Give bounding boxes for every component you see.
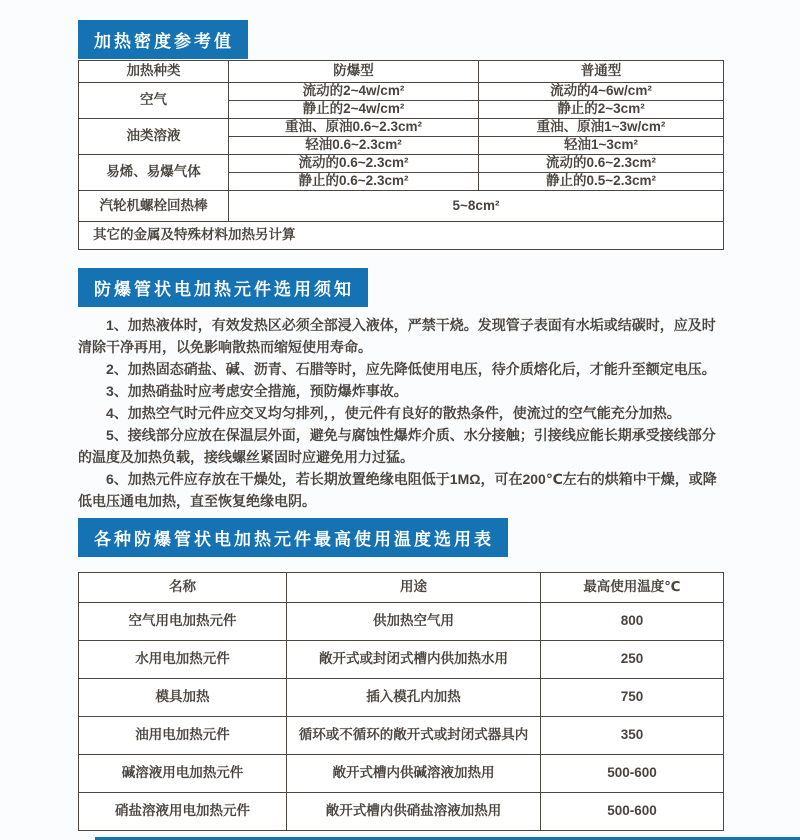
density-value-cell: 轻油1~3cm² (479, 137, 724, 155)
selection-note-item: 4、加热空气时元件应交叉均匀排列，，使元件有良好的散热条件，使流过的空气能充分加热。 (106, 405, 681, 421)
density-note-row (79, 222, 724, 250)
heat-type-cell: 汽轮机螺栓回热棒 (79, 191, 229, 222)
density-value-cell: 静止的0.5~2.3cm² (479, 173, 724, 191)
element-name-cell: 碱溶液用电加热元件 (79, 755, 287, 793)
heat-type-cell: 油类溶液 (79, 119, 229, 155)
density-header-row (79, 61, 724, 83)
section-title-text: 各种防爆管状电加热元件最高使用温度选用表 (94, 530, 494, 549)
density-value-cell: 重油、原油0.6~2.3cm² (229, 119, 479, 137)
density-value-cell: 静止的2~4w/cm² (229, 101, 479, 119)
temperature-table-body (79, 603, 724, 831)
selection-note-item: 1、加热液体时，有效发热区必须全部浸入液体，严禁干烧。发现管子表面有水垢或结碳时，应及时清除干净再用，以免影响散热而缩短使用寿命。 (78, 317, 716, 355)
selection-note-item: 6、加热元件应存放在干燥处，若长期放置绝缘电阻低于1MΩ，可在200℃左右的烘箱中干燥，或降低电压通电加热，直至恢复绝缘电阴。 (78, 471, 717, 509)
density-note-cell: 其它的金属及特殊材料加热另计算 (79, 222, 724, 250)
selection-note-item: 3、加热硝盐时应考虑安全措施，预防爆炸事故。 (106, 383, 408, 399)
temperature-header-name: 名称 (79, 573, 287, 603)
temperature-header-row (79, 573, 724, 603)
element-name-cell: 油用电加热元件 (79, 717, 287, 755)
density-row (79, 155, 724, 173)
temperature-header-max: 最高使用温度℃ (541, 573, 724, 603)
density-row (79, 83, 724, 101)
element-name-cell: 硝盐溶液用电加热元件 (79, 793, 287, 831)
element-name-cell: 模具加热 (79, 679, 287, 717)
density-value-cell: 重油、原油1~3w/cm² (479, 119, 724, 137)
element-max-temp-cell: 250 (541, 641, 724, 679)
density-header-type: 加热种类 (79, 61, 229, 83)
density-header-explosion-proof: 防爆型 (229, 61, 479, 83)
temperature-row (79, 679, 724, 717)
temperature-row (79, 717, 724, 755)
selection-note-item: 2、加热固态硝盐、碱、沥青、石腊等时，应先降低使用电压，待介质熔化后，才能升至额定电压。 (106, 361, 716, 377)
temperature-header-use: 用途 (287, 573, 541, 603)
element-use-cell: 循环或不循环的敞开式或封闭式器具内 (287, 717, 541, 755)
density-value-cell: 流动的4~6w/cm² (479, 83, 724, 101)
element-max-temp-cell: 500-600 (541, 755, 724, 793)
element-use-cell: 敞开式或封闭式槽内供加热水用 (287, 641, 541, 679)
section-title-max-temperature (78, 518, 508, 557)
density-value-cell: 静止的2~3cm² (479, 101, 724, 119)
section-title-text: 防爆管状电加热元件选用须知 (94, 280, 354, 299)
element-use-cell: 敞开式槽内供硝盐溶液加热用 (287, 793, 541, 831)
heat-type-cell: 空气 (79, 83, 229, 119)
element-use-cell: 插入模孔内加热 (287, 679, 541, 717)
density-value-cell: 流动的2~4w/cm² (229, 83, 479, 101)
temperature-row (79, 755, 724, 793)
selection-notes-list (78, 314, 724, 512)
density-value-cell: 流动的0.6~2.3cm² (479, 155, 724, 173)
element-name-cell: 空气用电加热元件 (79, 603, 287, 641)
max-temperature-table (78, 572, 724, 831)
selection-note-item: 5、接线部分应放在保温层外面，避免与腐蚀性爆炸介质、水分接触；引接线应能长期承受接线部分的温度及加热负载，接线螺丝紧固时应避免用力过猛。 (78, 427, 716, 465)
density-table-body (79, 83, 724, 250)
section-title-selection-notes (78, 268, 368, 307)
temperature-row (79, 793, 724, 831)
temperature-row (79, 641, 724, 679)
heating-density-table (78, 60, 724, 250)
temperature-row (79, 603, 724, 641)
element-max-temp-cell: 500-600 (541, 793, 724, 831)
density-value-cell: 静止的0.6~2.3cm² (229, 173, 479, 191)
element-max-temp-cell: 750 (541, 679, 724, 717)
heat-type-cell: 易烯、易爆气体 (79, 155, 229, 191)
element-use-cell: 敞开式槽内供碱溶液加热用 (287, 755, 541, 793)
section-title-heating-density (78, 20, 248, 59)
element-name-cell: 水用电加热元件 (79, 641, 287, 679)
density-value-cell: 轻油0.6~2.3cm² (229, 137, 479, 155)
density-value-cell: 5~8cm² (229, 191, 724, 222)
density-row-turbine (79, 191, 724, 222)
density-row (79, 119, 724, 137)
element-max-temp-cell: 800 (541, 603, 724, 641)
element-use-cell: 供加热空气用 (287, 603, 541, 641)
density-header-ordinary: 普通型 (479, 61, 724, 83)
density-value-cell: 流动的0.6~2.3cm² (229, 155, 479, 173)
element-max-temp-cell: 350 (541, 717, 724, 755)
section-title-text: 加热密度参考值 (94, 32, 234, 51)
